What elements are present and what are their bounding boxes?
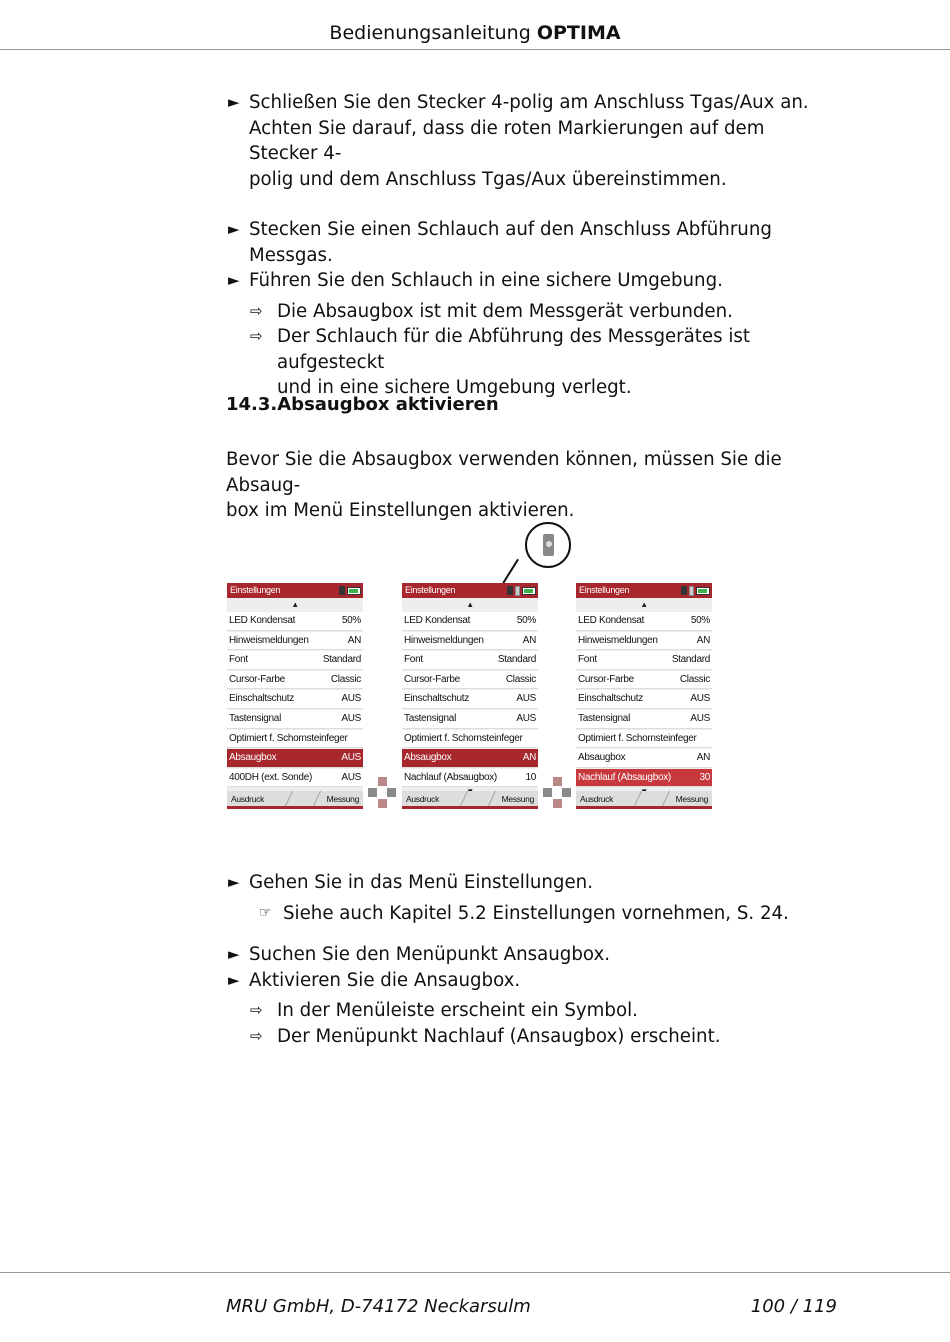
- step-text: Achten Sie darauf, dass die roten Markierungen auf dem Stecker 4-: [249, 117, 765, 164]
- pointing-hand-icon: ☞: [259, 904, 272, 921]
- menu-row[interactable]: LED Kondensat 50%: [402, 612, 538, 631]
- menu-row[interactable]: Einschaltschutz AUS: [576, 690, 712, 709]
- device-screen-3: [576, 583, 712, 809]
- menu-row[interactable]: Font Standard: [227, 651, 363, 670]
- result-arrow-icon: ⇨: [250, 1026, 263, 1045]
- intro-paragraph: [226, 447, 826, 524]
- result-text: und in eine sichere Umgebung verlegt.: [277, 377, 632, 398]
- device-screen-2: [402, 583, 538, 809]
- result-arrow-icon: ⇨: [250, 327, 263, 345]
- triangle-bullet-icon: ►: [228, 93, 240, 111]
- screen-softkey-bar: [402, 791, 538, 809]
- section-heading: 14.3.Absaugbox aktivieren: [226, 394, 499, 415]
- scroll-up-icon: ▲: [640, 600, 648, 609]
- step-item: [228, 90, 828, 192]
- menu-row[interactable]: Optimiert f. Schornsteinfeger: [227, 730, 363, 749]
- triangle-bullet-icon: ►: [228, 271, 240, 289]
- step-item: [228, 968, 828, 994]
- menu-row[interactable]: Optimiert f. Schornsteinfeger: [576, 730, 712, 749]
- step-item: [228, 268, 828, 294]
- step-item: [228, 217, 828, 268]
- menu-row[interactable]: Hinweismeldungen AN: [576, 632, 712, 651]
- result-item: [228, 1024, 828, 1050]
- dpad-icon: [368, 777, 396, 809]
- header-brand: OPTIMA: [536, 22, 621, 44]
- menu-row[interactable]: LED Kondensat 50%: [227, 612, 363, 631]
- screen-softkey-bar: [227, 791, 363, 809]
- result-text: Der Menüpunkt Nachlauf (Ansaugbox) erscheint.: [277, 1025, 721, 1047]
- menu-row[interactable]: Hinweismeldungen AN: [402, 632, 538, 651]
- menu-row[interactable]: Hinweismeldungen AN: [227, 632, 363, 651]
- absaugbox-icon: [543, 534, 554, 556]
- step-text: polig und dem Anschluss Tgas/Aux übereinstimmen.: [249, 168, 727, 190]
- step-text: Führen Sie den Schlauch in eine sichere Umgebung.: [249, 270, 723, 291]
- screen-title-bar: [402, 583, 538, 598]
- screen-title: Einstellungen: [579, 585, 630, 595]
- step-item: [228, 870, 828, 896]
- scroll-up-icon: ▲: [466, 600, 474, 609]
- softkey-right[interactable]: Messung: [501, 794, 534, 804]
- softkey-right[interactable]: Messung: [326, 794, 359, 804]
- menu-row[interactable]: LED Kondensat 50%: [576, 612, 712, 631]
- battery-icon: [347, 587, 361, 595]
- device-screen-1: [227, 583, 363, 809]
- absaugbox-symbol-callout: [525, 522, 571, 568]
- step-text: Gehen Sie in das Menü Einstellungen.: [249, 872, 593, 893]
- header-prefix: Bedienungsanleitung: [329, 22, 531, 44]
- footer-company: MRU GmbH, D-74172 Neckarsulm: [226, 1296, 531, 1317]
- result-item: [228, 324, 828, 401]
- softkey-right[interactable]: Messung: [675, 794, 708, 804]
- screen-title: Einstellungen: [230, 585, 281, 595]
- result-text: In der Menüleiste erscheint ein Symbol.: [277, 1000, 638, 1021]
- step-text: Schließen Sie den Stecker 4-polig am Anschluss Tgas/Aux an.: [249, 92, 809, 113]
- softkey-left[interactable]: Ausdruck: [231, 794, 265, 804]
- triangle-bullet-icon: ►: [228, 873, 240, 891]
- screen-softkey-bar: [576, 791, 712, 809]
- battery-icon: [522, 587, 536, 595]
- screen-title: Einstellungen: [405, 585, 456, 595]
- absaugbox-icon: [689, 586, 694, 596]
- menu-row[interactable]: Nachlauf (Absaugbox) 10: [402, 769, 538, 788]
- result-item: [228, 998, 828, 1024]
- menu-row[interactable]: Absaugbox AN: [576, 749, 712, 768]
- dpad-icon: [543, 777, 571, 809]
- result-text: Die Absaugbox ist mit dem Messgerät verbunden.: [277, 300, 733, 322]
- callout-pointer: [502, 559, 519, 584]
- menu-row[interactable]: Einschaltschutz AUS: [402, 690, 538, 709]
- menu-row-selected[interactable]: Absaugbox AN: [402, 749, 538, 768]
- intro-line: Bevor Sie die Absaugbox verwenden können, müssen Sie die Absaug-: [226, 449, 782, 496]
- result-arrow-icon: ⇨: [250, 1001, 263, 1019]
- menu-row[interactable]: Cursor-Farbe Classic: [576, 671, 712, 690]
- menu-row[interactable]: Tastensignal AUS: [227, 710, 363, 729]
- menu-row[interactable]: Tastensignal AUS: [576, 710, 712, 729]
- reference-item: [228, 901, 828, 927]
- menu-row[interactable]: Optimiert f. Schornsteinfeger: [402, 730, 538, 749]
- absaugbox-icon: [515, 586, 520, 596]
- plug-icon: [339, 586, 345, 595]
- header-rule: [0, 49, 950, 50]
- triangle-bullet-icon: ►: [228, 945, 240, 963]
- footer-page-number: 100 / 119: [750, 1296, 837, 1317]
- intro-line: box im Menü Einstellungen aktivieren.: [226, 500, 575, 521]
- triangle-bullet-icon: ►: [228, 970, 240, 989]
- menu-row[interactable]: 400DH (ext. Sonde) AUS: [227, 769, 363, 788]
- plug-icon: [681, 586, 687, 595]
- menu-row[interactable]: Cursor-Farbe Classic: [227, 671, 363, 690]
- menu-row[interactable]: Tastensignal AUS: [402, 710, 538, 729]
- triangle-bullet-icon: ►: [228, 220, 240, 238]
- scroll-up-icon: ▲: [291, 600, 299, 609]
- menu-row[interactable]: Cursor-Farbe Classic: [402, 671, 538, 690]
- battery-icon: [696, 587, 710, 595]
- softkey-left[interactable]: Ausdruck: [406, 794, 440, 804]
- menu-row[interactable]: Einschaltschutz AUS: [227, 690, 363, 709]
- menu-row[interactable]: Font Standard: [576, 651, 712, 670]
- softkey-left[interactable]: Ausdruck: [580, 794, 614, 804]
- step-item: [228, 942, 828, 968]
- screen-title-bar: [576, 583, 712, 598]
- result-text: Der Schlauch für die Abführung des Messgerätes ist aufgesteckt: [277, 326, 751, 373]
- menu-row[interactable]: Font Standard: [402, 651, 538, 670]
- plug-icon: [507, 586, 513, 595]
- reference-text: Siehe auch Kapitel 5.2 Einstellungen vornehmen, S. 24.: [283, 902, 789, 924]
- result-arrow-icon: ⇨: [250, 301, 263, 320]
- footer-rule: [0, 1272, 950, 1273]
- page-header: [0, 22, 950, 44]
- instruction-block-1: [228, 90, 828, 401]
- menu-row-selected[interactable]: Absaugbox AUS: [227, 749, 363, 768]
- instruction-block-2: [228, 870, 828, 1049]
- step-text: Aktivieren Sie die Ansaugbox.: [249, 969, 521, 991]
- result-item: [228, 299, 828, 325]
- screen-title-bar: [227, 583, 363, 598]
- step-text: Stecken Sie einen Schlauch auf den Anschluss Abführung Messgas.: [249, 219, 772, 266]
- step-text: Suchen Sie den Menüpunkt Ansaugbox.: [249, 944, 611, 965]
- menu-row-selected[interactable]: Nachlauf (Absaugbox) 30: [576, 769, 712, 788]
